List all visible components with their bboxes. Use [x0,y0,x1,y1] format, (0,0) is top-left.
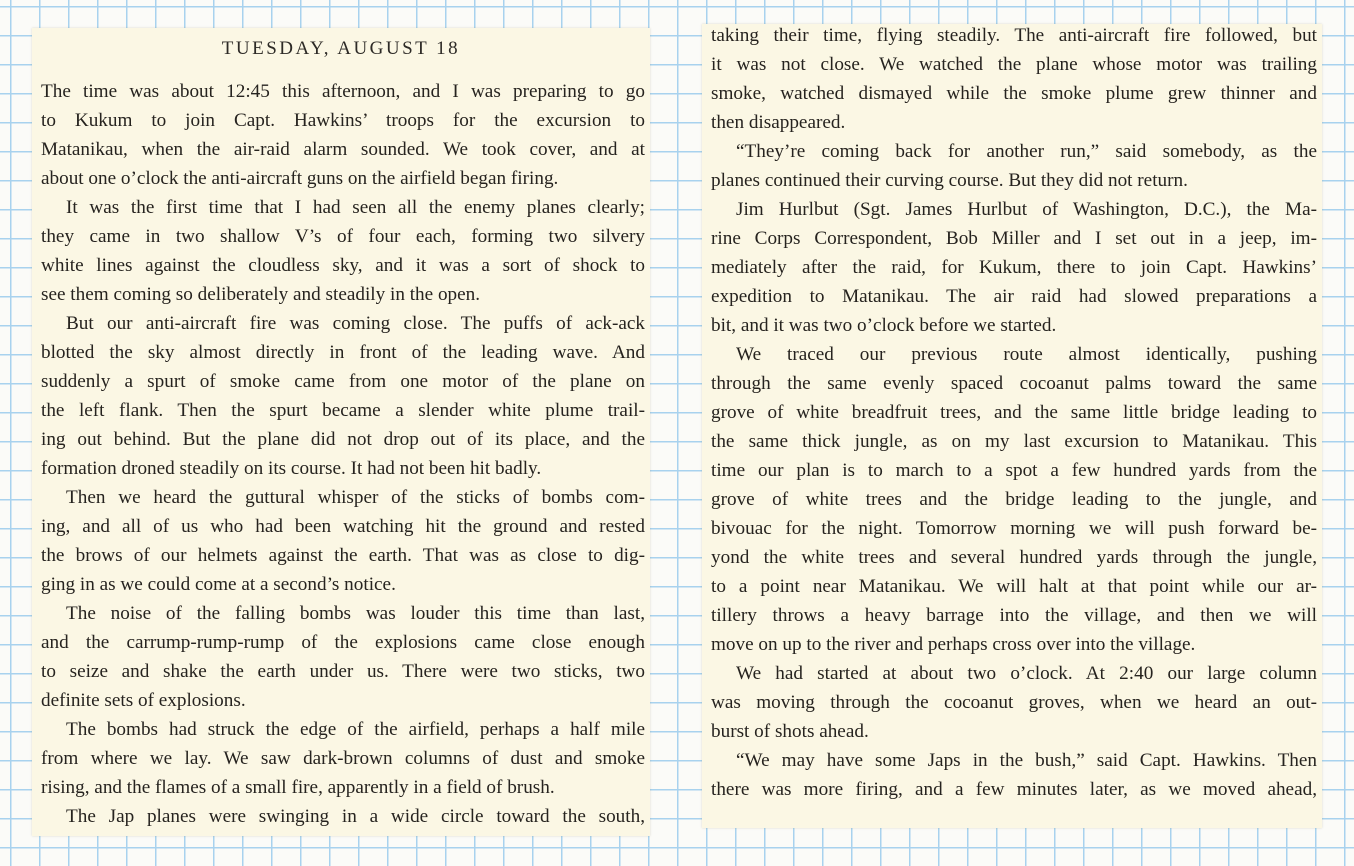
text-line: rine Corps Correspondent, Bob Miller and I set out in a jeep, im- [711,228,1317,249]
text-line: taking their time, flying steadily. The anti-aircraft fire followed, but [711,25,1317,46]
right-text-column [711,21,1317,804]
text-line: It was the first time that I had seen all the enemy planes clearly; [66,197,645,218]
text-line: see them coming so deliberately and steadily in the open. [41,284,481,305]
text-line: grove of white trees and the bridge leading to the jungle, and [711,489,1317,510]
text-line: they came in two shallow V’s of four each, forming two silvery [41,226,645,247]
text-line: “They’re coming back for another run,” said somebody, as the [736,141,1317,162]
text-line: through the same evenly spaced cocoanut palms toward the same [711,373,1317,394]
text-line: mediately after the raid, for Kukum, there to join Capt. Hawkins’ [711,257,1317,278]
text-line: Matanikau, when the air-raid alarm sounded. We took cover, and at [41,139,645,160]
left-text-column [41,77,645,831]
text-line: move on up to the river and perhaps cross over into the village. [711,634,1196,655]
text-line: was moving through the cocoanut groves, when we heard an out- [711,692,1317,713]
text-line: The Jap planes were swinging in a wide circle toward the south, [66,806,645,827]
right-page [702,24,1322,828]
text-line: there was more firing, and a few minutes later, as we moved ahead, [711,779,1317,800]
text-line: about one o’clock the anti-aircraft guns on the airfield began firing. [41,168,559,189]
text-line: the same thick jungle, as on my last excursion to Matanikau. This [711,431,1317,452]
text-line: the left flank. Then the spurt became a slender white plume trail- [41,400,645,421]
text-line: and the carrump-rump-rump of the explosions came close enough [41,632,645,653]
left-page [32,28,650,836]
text-line: expedition to Matanikau. The air raid had slowed preparations a [711,286,1317,307]
text-line: The noise of the falling bombs was louder this time than last, [66,603,645,624]
text-line: formation droned steadily on its course. It had not been hit badly. [41,458,542,479]
text-line: We had started at about two o’clock. At 2:40 our large column [736,663,1317,684]
text-line: definite sets of explosions. [41,690,246,711]
text-line: it was not close. We watched the plane whose motor was trailing [711,54,1317,75]
text-line: grove of white breadfruit trees, and the same little bridge leading to [711,402,1317,423]
text-line: smoke, watched dismayed while the smoke plume grew thinner and [711,83,1317,104]
text-line: white lines against the cloudless sky, and it was a sort of shock to [41,255,645,276]
text-line: The bombs had struck the edge of the airfield, perhaps a half mile [66,719,645,740]
text-line: Jim Hurlbut (Sgt. James Hurlbut of Washington, D.C.), the Ma- [736,199,1317,220]
text-line: rising, and the flames of a small fire, apparently in a field of brush. [41,777,555,798]
text-line: We traced our previous route almost identically, pushing [736,344,1317,365]
text-line: then disappeared. [711,112,846,133]
text-line: the brows of our helmets against the earth. That was as close to dig- [41,545,645,566]
text-line: tillery throws a heavy barrage into the village, and then we will [711,605,1317,626]
text-line: planes continued their curving course. But they did not return. [711,170,1188,191]
text-line: to a point near Matanikau. We will halt at that point while our ar- [711,576,1317,597]
text-line: from where we lay. We saw dark-brown columns of dust and smoke [41,748,645,769]
text-line: But our anti-aircraft fire was coming close. The puffs of ack-ack [66,313,645,334]
text-line: to seize and shake the earth under us. There were two sticks, two [41,661,645,682]
text-line: “We may have some Japs in the bush,” said Capt. Hawkins. Then [736,750,1317,771]
chapter-heading: TUESDAY, AUGUST 18 [221,38,461,59]
text-line: ging in as we could come at a second’s notice. [41,574,396,595]
text-line: blotted the sky almost directly in front of the leading wave. And [41,342,645,363]
text-line: The time was about 12:45 this afternoon, and I was preparing to go [41,81,645,102]
text-line: ing, and all of us who had been watching hit the ground and rested [41,516,645,537]
text-line: ing out behind. But the plane did not drop out of its place, and the [41,429,645,450]
text-line: Then we heard the guttural whisper of the sticks of bombs com- [66,487,645,508]
text-line: burst of shots ahead. [711,721,869,742]
text-line: bivouac for the night. Tomorrow morning we will push forward be- [711,518,1317,539]
text-line: bit, and it was two o’clock before we started. [711,315,1057,336]
text-line: suddenly a spurt of smoke came from one motor of the plane on [41,371,645,392]
text-line: to Kukum to join Capt. Hawkins’ troops for the excursion to [41,110,645,131]
text-line: yond the white trees and several hundred yards through the jungle, [711,547,1317,568]
text-line: time our plan is to march to a spot a few hundred yards from the [711,460,1317,481]
